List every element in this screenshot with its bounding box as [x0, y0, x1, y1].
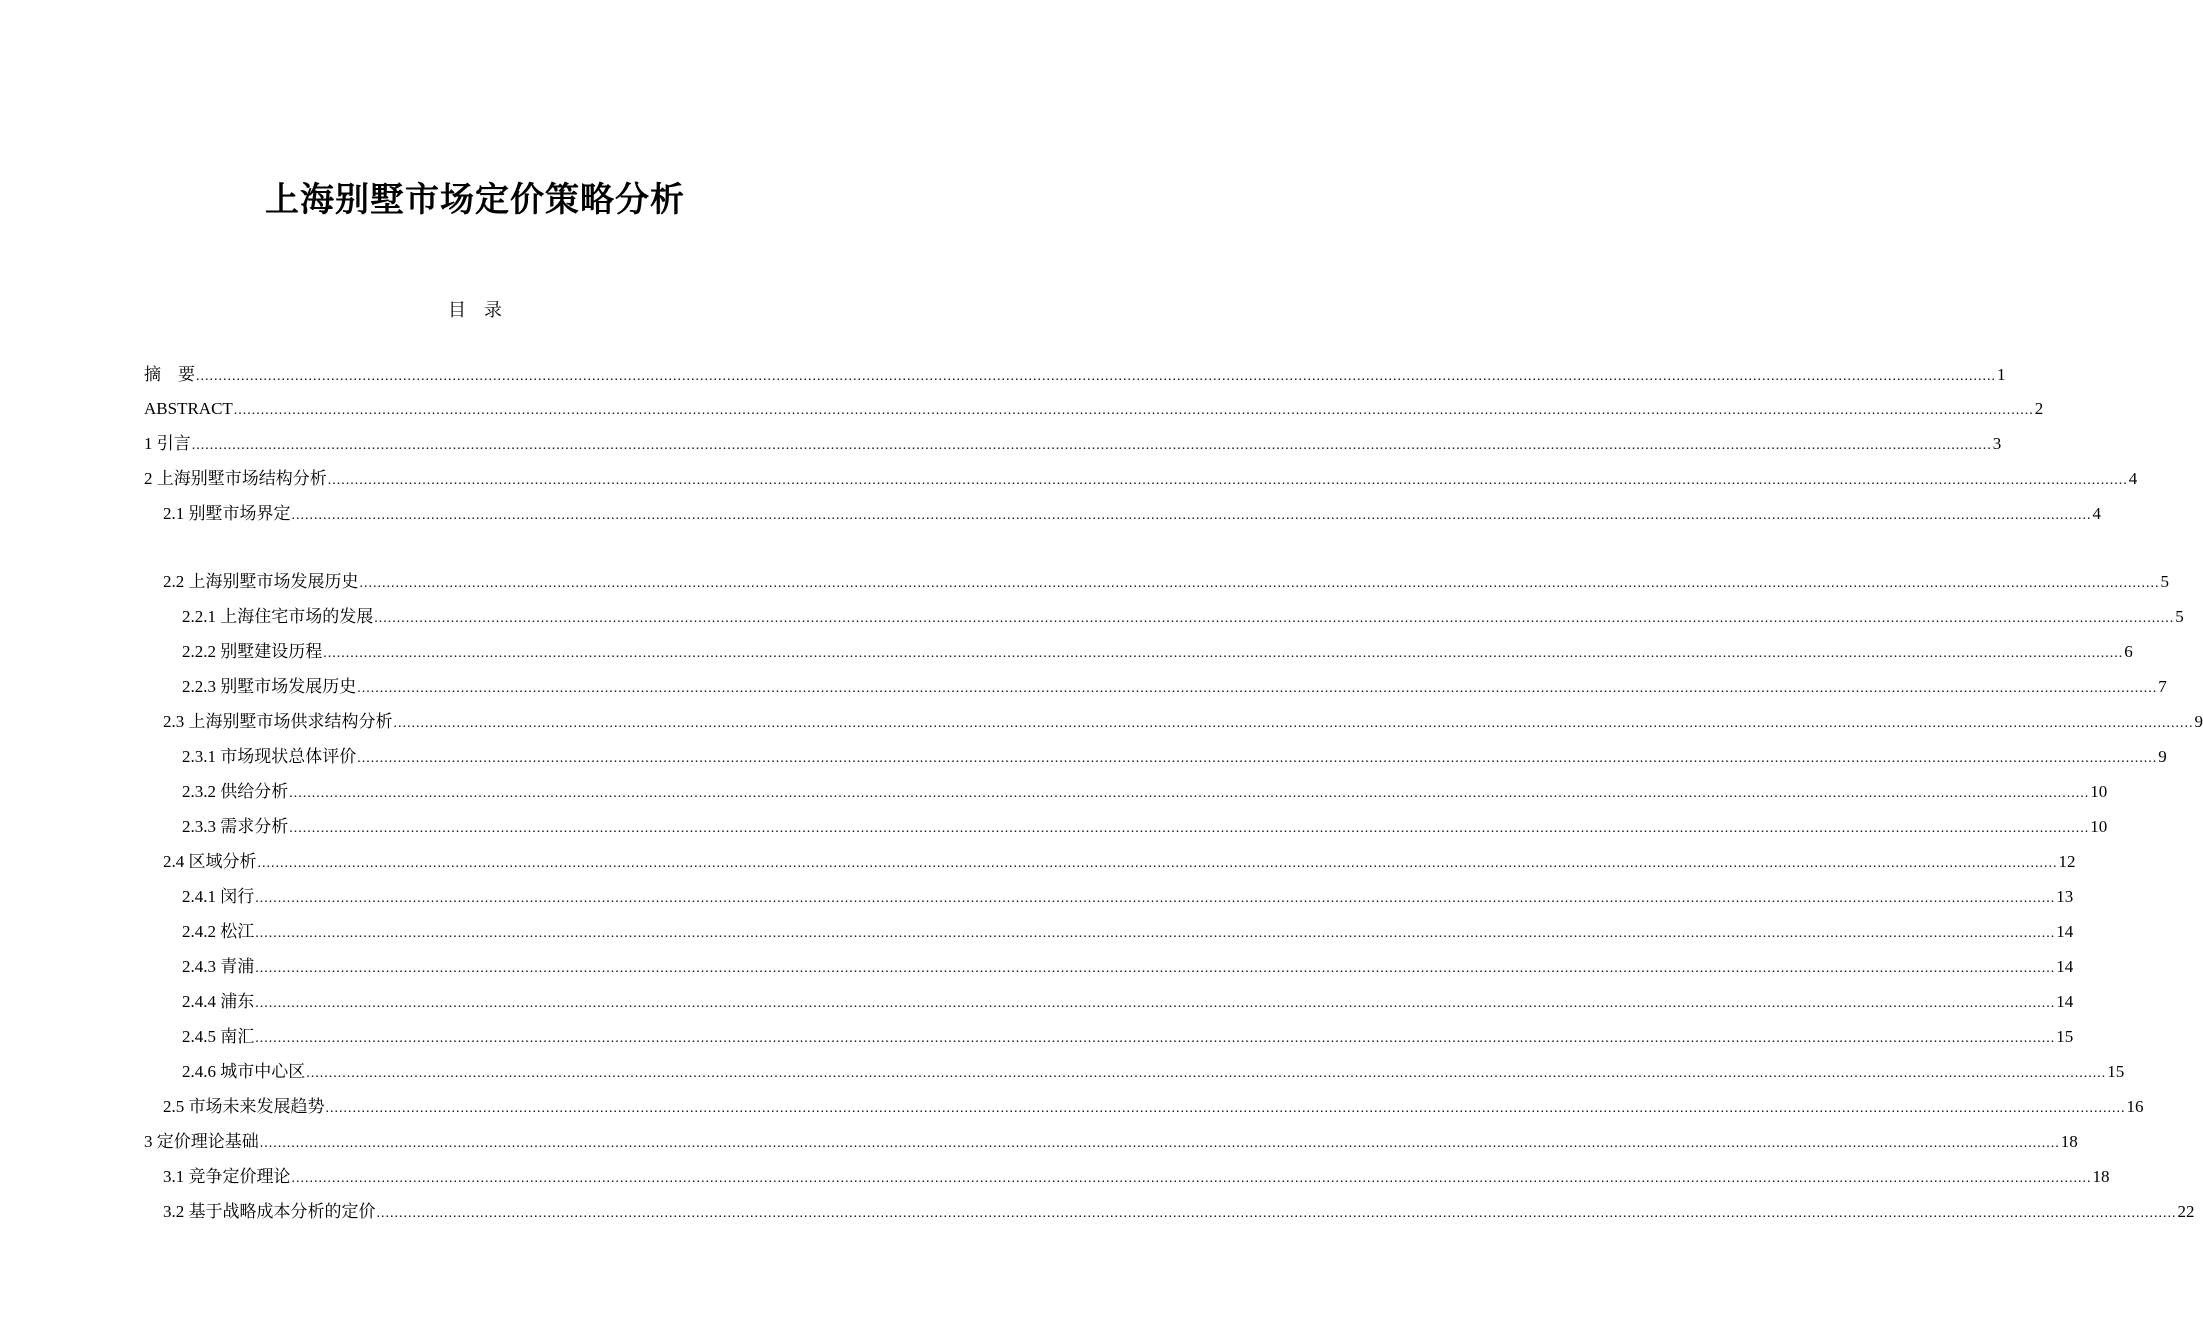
toc-entry-page: 14 — [2056, 922, 2074, 941]
toc-entry-page: 12 — [2058, 852, 2076, 871]
toc-entry-label: 2.2 上海别墅市场发展历史 — [163, 572, 359, 591]
toc-entry[interactable] — [144, 363, 2006, 387]
toc-entry[interactable] — [182, 605, 2184, 629]
toc-entry[interactable] — [182, 675, 2167, 699]
toc-leader-dots: ................................................................................................................................................................................................................................................................................................................................................................................................................ — [374, 611, 2175, 626]
toc-entry-page: 13 — [2056, 887, 2074, 906]
toc-entry[interactable] — [144, 397, 2044, 421]
toc-entry-label: 2.3 上海别墅市场供求结构分析 — [163, 712, 393, 731]
toc-entry-label: 2.3.2 供给分析 — [182, 782, 289, 801]
toc-entry[interactable] — [144, 432, 2002, 456]
toc-entry-page: 4 — [2092, 504, 2101, 523]
toc-entry-label: 2.2.3 别墅市场发展历史 — [182, 677, 357, 696]
toc-entry[interactable] — [163, 850, 2076, 874]
toc-entry-label: 2.2.1 上海住宅市场的发展 — [182, 607, 374, 626]
toc-leader-dots: ................................................................................................................................................................................................................................................................................................................................................................................................................ — [357, 751, 2158, 766]
toc-leader-dots: ................................................................................................................................................................................................................................................................................................................................................................................................................ — [289, 821, 2090, 836]
toc-entry-label: 2.3.1 市场现状总体评价 — [182, 747, 357, 766]
toc-entry-page: 9 — [2194, 712, 2203, 731]
toc-entry-page: 6 — [2124, 642, 2133, 661]
toc-entry-page: 14 — [2056, 957, 2074, 976]
toc-entry-page: 1 — [1997, 365, 2006, 384]
toc-entry[interactable] — [182, 920, 2074, 944]
document-title: 上海别墅市场定价策略分析 — [265, 182, 685, 219]
toc-entry-label: 2.4.6 城市中心区 — [182, 1062, 306, 1081]
toc-entry-page: 3 — [1992, 434, 2002, 453]
toc-entry[interactable] — [144, 1130, 2078, 1154]
toc-leader-dots: ................................................................................................................................................................................................................................................................................................................................................................................................................ — [291, 1171, 2092, 1186]
toc-entry-label: 2.4 区域分析 — [163, 852, 257, 871]
toc-entry-label: 2.3.3 需求分析 — [182, 817, 289, 836]
toc-entry-page: 2 — [2034, 399, 2044, 418]
toc-leader-dots: ................................................................................................................................................................................................................................................................................................................................................................................................................ — [376, 1206, 2177, 1221]
toc-leader-dots: ................................................................................................................................................................................................................................................................................................................................................................................................................ — [291, 508, 2092, 523]
toc-entry-label: 2.2.2 别墅建设历程 — [182, 642, 323, 661]
toc-entry[interactable] — [182, 990, 2074, 1014]
toc-entry[interactable] — [182, 745, 2167, 769]
toc-leader-dots: ................................................................................................................................................................................................................................................................................................................................................................................................................ — [393, 716, 2194, 731]
toc-entry-label: 3.1 竞争定价理论 — [163, 1167, 291, 1186]
toc-entry[interactable] — [182, 1060, 2125, 1084]
toc-entry-label: 1 引言 — [144, 434, 191, 453]
toc-leader-dots: ................................................................................................................................................................................................................................................................................................................................................................................................................ — [255, 996, 2056, 1011]
toc-entry[interactable] — [182, 885, 2074, 909]
toc-entry[interactable] — [163, 1165, 2110, 1189]
toc-entry-page: 18 — [2092, 1167, 2110, 1186]
toc-leader-dots: ................................................................................................................................................................................................................................................................................................................................................................................................................ — [191, 438, 1992, 453]
toc-leader-dots: ................................................................................................................................................................................................................................................................................................................................................................................................................ — [196, 369, 1996, 384]
toc-entry[interactable] — [163, 1095, 2144, 1119]
toc-entry-label: 2.4.3 青浦 — [182, 957, 255, 976]
toc-entry[interactable] — [182, 780, 2108, 804]
toc-entry[interactable] — [144, 467, 2138, 491]
toc-entry[interactable] — [163, 502, 2101, 526]
toc-entry-page: 4 — [2128, 469, 2138, 488]
toc-entry-page: 9 — [2158, 747, 2167, 766]
toc-leader-dots: ................................................................................................................................................................................................................................................................................................................................................................................................................ — [323, 646, 2124, 661]
toc-entry-label: 3.2 基于战略成本分析的定价 — [163, 1202, 376, 1221]
toc-entry-label: ABSTRACT — [144, 399, 233, 418]
toc-entry-page: 5 — [2160, 572, 2169, 591]
toc-leader-dots: ................................................................................................................................................................................................................................................................................................................................................................................................................ — [255, 961, 2056, 976]
toc-entry-page: 15 — [2056, 1027, 2074, 1046]
toc-entry-label: 摘 要 — [144, 365, 195, 384]
toc-entry-page: 14 — [2056, 992, 2074, 1011]
toc-entry-page: 5 — [2175, 607, 2184, 626]
toc-heading: 目 录 — [448, 300, 502, 320]
toc-entry-label: 2.1 别墅市场界定 — [163, 504, 291, 523]
toc-leader-dots: ................................................................................................................................................................................................................................................................................................................................................................................................................ — [327, 473, 2128, 488]
toc-entry-page: 18 — [2060, 1132, 2078, 1151]
toc-entry-label: 2.4.5 南汇 — [182, 1027, 255, 1046]
toc-entry-page: 15 — [2107, 1062, 2125, 1081]
toc-leader-dots: ................................................................................................................................................................................................................................................................................................................................................................................................................ — [289, 786, 2090, 801]
toc-entry-label: 3 定价理论基础 — [144, 1132, 259, 1151]
toc-leader-dots: ................................................................................................................................................................................................................................................................................................................................................................................................................ — [255, 891, 2056, 906]
toc-leader-dots: ................................................................................................................................................................................................................................................................................................................................................................................................................ — [233, 403, 2034, 418]
toc-entry-page: 10 — [2090, 782, 2108, 801]
toc-entry[interactable] — [182, 955, 2074, 979]
toc-leader-dots: ................................................................................................................................................................................................................................................................................................................................................................................................................ — [259, 1136, 2060, 1151]
toc-entry-label: 2.4.2 松江 — [182, 922, 255, 941]
toc-leader-dots: ................................................................................................................................................................................................................................................................................................................................................................................................................ — [357, 681, 2158, 696]
toc-entry[interactable] — [163, 710, 2203, 734]
toc-leader-dots: ................................................................................................................................................................................................................................................................................................................................................................................................................ — [306, 1066, 2107, 1081]
toc-entry-page: 22 — [2177, 1202, 2195, 1221]
toc-entry-label: 2 上海别墅市场结构分析 — [144, 469, 327, 488]
toc-entry-label: 2.5 市场未来发展趋势 — [163, 1097, 325, 1116]
toc-entry-label: 2.4.1 闵行 — [182, 887, 255, 906]
toc-leader-dots: ................................................................................................................................................................................................................................................................................................................................................................................................................ — [255, 926, 2056, 941]
toc-entry[interactable] — [163, 570, 2169, 594]
toc-entry[interactable] — [182, 815, 2108, 839]
toc-leader-dots: ................................................................................................................................................................................................................................................................................................................................................................................................................ — [255, 1031, 2056, 1046]
toc-entry-label: 2.4.4 浦东 — [182, 992, 255, 1011]
toc-entry-page: 7 — [2158, 677, 2167, 696]
toc-entry-page: 16 — [2126, 1097, 2144, 1116]
toc-entry[interactable] — [163, 1200, 2195, 1224]
toc-entry[interactable] — [182, 1025, 2074, 1049]
toc-leader-dots: ................................................................................................................................................................................................................................................................................................................................................................................................................ — [257, 856, 2058, 871]
toc-entry[interactable] — [182, 640, 2133, 664]
toc-leader-dots: ................................................................................................................................................................................................................................................................................................................................................................................................................ — [359, 576, 2160, 591]
toc-leader-dots: ................................................................................................................................................................................................................................................................................................................................................................................................................ — [325, 1101, 2126, 1116]
toc-entry-page: 10 — [2090, 817, 2108, 836]
